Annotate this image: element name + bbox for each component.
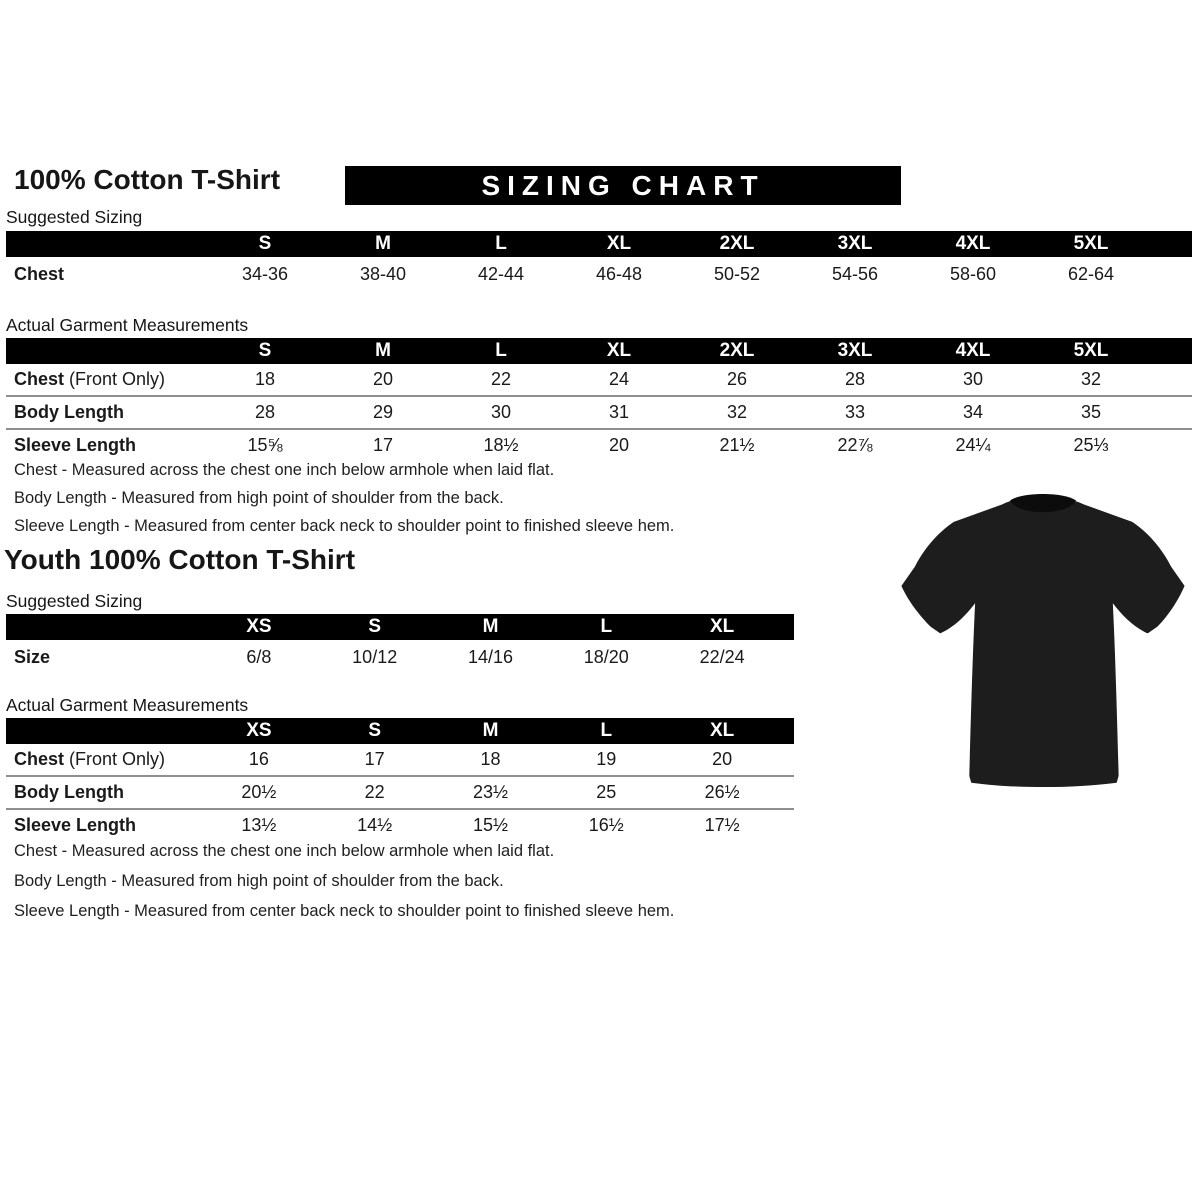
size-column-header: XL <box>606 340 632 361</box>
measurement-value: 17 <box>372 435 394 455</box>
adult-actual-measurements-table <box>6 338 1192 461</box>
row-label: Sleeve Length <box>14 815 137 835</box>
size-column-header: M <box>482 720 499 741</box>
table-header-row <box>6 718 794 744</box>
size-column-header: 3XL <box>837 340 873 361</box>
youth-actual-measurements-label: Actual Garment Measurements <box>6 695 249 715</box>
size-column-header: 2XL <box>719 340 755 361</box>
measurement-value: 30 <box>962 369 984 389</box>
size-column-header: L <box>600 616 613 637</box>
measurement-value: 35 <box>1080 402 1102 422</box>
table-header-row <box>6 614 794 640</box>
youth-suggested-sizing-table <box>6 614 794 674</box>
size-column-header: XS <box>246 616 272 637</box>
measurement-value: 25⅓ <box>1073 435 1109 455</box>
row-label: Chest (Front Only) <box>14 369 166 389</box>
measurement-value: 20 <box>712 749 733 769</box>
table-row <box>6 257 1192 291</box>
youth-measurement-notes <box>14 836 674 926</box>
size-column-header: S <box>258 233 272 254</box>
note-line: Body Length - Measured from high point of shoulder from the back. <box>14 489 504 507</box>
measurement-value: 34 <box>962 402 984 422</box>
measurement-value: 26 <box>726 369 748 389</box>
measurement-value: 28 <box>254 402 276 422</box>
measurement-value: 20 <box>608 435 630 455</box>
measurement-value: 20½ <box>241 782 277 802</box>
measurement-value: 32 <box>1080 369 1102 389</box>
measurement-value: 18½ <box>483 435 519 455</box>
measurement-value: 28 <box>844 369 866 389</box>
youth-suggested-sizing-label: Suggested Sizing <box>6 591 143 611</box>
measurement-value: 22⅞ <box>837 435 873 455</box>
size-column-header: 2XL <box>719 233 755 254</box>
adult-suggested-sizing-label: Suggested Sizing <box>6 207 143 227</box>
size-column-header: S <box>368 720 382 741</box>
size-column-header: M <box>375 233 391 254</box>
measurement-value: 25 <box>596 782 617 802</box>
measurement-value: 30 <box>490 402 512 422</box>
measurement-value: 15½ <box>472 815 509 835</box>
measurement-value: 18 <box>254 369 276 389</box>
measurement-value: 42-44 <box>477 263 525 284</box>
table-row <box>6 775 794 808</box>
measurement-value: 16½ <box>588 815 624 835</box>
row-label: Chest <box>14 263 65 284</box>
measurement-value: 14/16 <box>467 646 514 667</box>
size-column-header: XL <box>709 720 735 741</box>
row-label: Chest (Front Only) <box>14 749 166 769</box>
measurement-value: 23½ <box>472 782 509 802</box>
measurement-value: 17 <box>364 749 385 769</box>
measurement-value: 22 <box>364 782 385 802</box>
youth-actual-measurements-table <box>6 718 794 841</box>
measurement-value: 26½ <box>704 782 740 802</box>
adult-measurement-notes <box>14 456 674 540</box>
table-row <box>6 640 794 674</box>
table-header-row <box>6 231 1192 257</box>
measurement-value: 16 <box>248 749 269 769</box>
measurement-value: 22 <box>490 369 512 389</box>
tshirt-illustration <box>893 485 1193 805</box>
measurement-value: 32 <box>726 402 748 422</box>
measurement-value: 15⅝ <box>247 435 283 455</box>
size-column-header: XL <box>606 233 632 254</box>
note-line: Sleeve Length - Measured from center back neck to shoulder point to finished sleeve hem. <box>14 902 675 920</box>
measurement-value: 6/8 <box>246 646 272 667</box>
adult-suggested-sizing-table <box>6 231 1192 291</box>
measurement-value: 10/12 <box>352 646 398 667</box>
size-column-header: 5XL <box>1073 340 1109 361</box>
size-column-header: L <box>600 720 613 741</box>
measurement-value: 29 <box>372 402 394 422</box>
sizing-chart-banner <box>345 166 901 205</box>
measurement-value: 18 <box>480 749 501 769</box>
table-header-row <box>6 338 1192 364</box>
measurement-value: 46-48 <box>595 263 643 284</box>
adult-actual-measurements-label: Actual Garment Measurements <box>6 315 249 335</box>
sizing-chart-banner-text: SIZING CHART <box>481 169 765 201</box>
measurement-value: 38-40 <box>359 263 407 284</box>
measurement-value: 14½ <box>357 815 393 835</box>
size-column-header: L <box>495 340 507 361</box>
size-column-header: 4XL <box>955 233 991 254</box>
note-line: Chest - Measured across the chest one inch below armhole when laid flat. <box>14 842 555 860</box>
row-label: Size <box>14 646 51 667</box>
measurement-value: 62-64 <box>1067 263 1115 284</box>
measurement-value: 50-52 <box>713 263 761 284</box>
row-label: Body Length <box>14 782 124 802</box>
youth-section-title: Youth 100% Cotton T-Shirt <box>4 544 356 575</box>
tshirt-body-shape <box>901 497 1184 787</box>
size-column-header: 4XL <box>955 340 991 361</box>
black-tshirt-image <box>893 485 1193 805</box>
table-row <box>6 364 1192 395</box>
measurement-value: 31 <box>608 402 630 422</box>
size-column-header: 5XL <box>1073 233 1109 254</box>
measurement-value: 58-60 <box>949 263 997 284</box>
note-line: Body Length - Measured from high point of shoulder from the back. <box>14 872 504 890</box>
row-label: Sleeve Length <box>14 435 137 455</box>
size-column-header: 3XL <box>837 233 873 254</box>
size-column-header: S <box>368 616 382 637</box>
measurement-value: 19 <box>596 749 617 769</box>
measurement-value: 20 <box>372 369 394 389</box>
measurement-value: 33 <box>844 402 866 422</box>
page-title: 100% Cotton T-Shirt <box>14 164 281 195</box>
measurement-value: 18/20 <box>583 646 629 667</box>
measurement-value: 22/24 <box>699 646 745 667</box>
measurement-value: 24¼ <box>955 435 991 455</box>
table-row <box>6 395 1192 428</box>
row-label: Body Length <box>14 402 124 422</box>
measurement-value: 54-56 <box>831 263 879 284</box>
note-line: Chest - Measured across the chest one inch below armhole when laid flat. <box>14 461 555 479</box>
size-column-header: XS <box>246 720 272 741</box>
measurement-value: 34-36 <box>241 263 289 284</box>
size-column-header: M <box>482 616 499 637</box>
table-row <box>6 744 794 775</box>
size-column-header: L <box>495 233 507 254</box>
measurement-value: 13½ <box>241 815 277 835</box>
measurement-value: 24 <box>608 369 630 389</box>
note-line: Sleeve Length - Measured from center back neck to shoulder point to finished sleeve hem. <box>14 517 675 535</box>
size-column-header: M <box>375 340 391 361</box>
size-column-header: XL <box>709 616 735 637</box>
measurement-value: 17½ <box>704 815 740 835</box>
measurement-value: 21½ <box>719 435 755 455</box>
size-column-header: S <box>258 340 272 361</box>
